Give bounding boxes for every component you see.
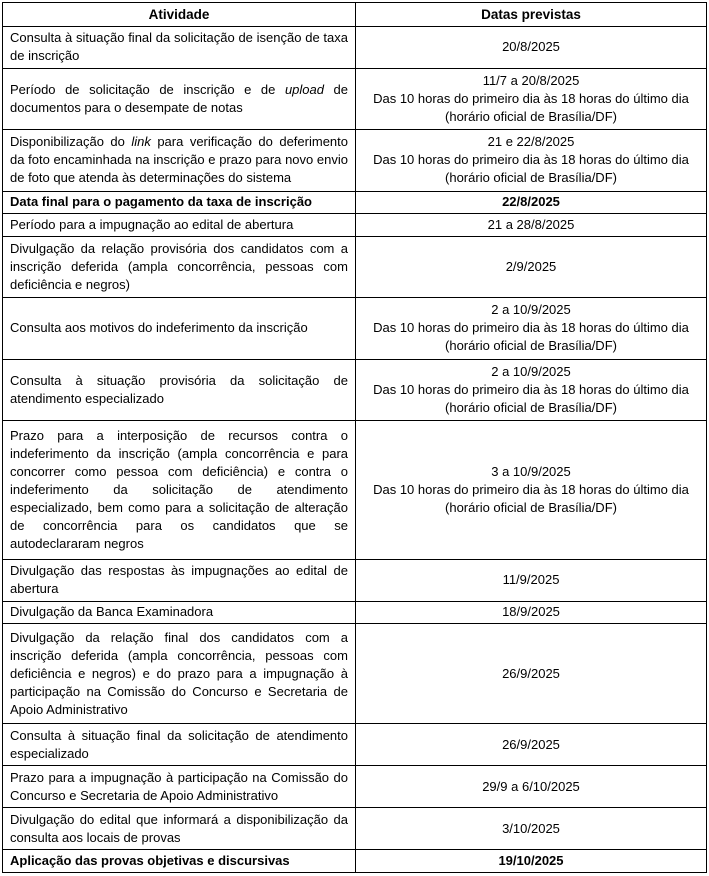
activity-cell: Período para a impugnação ao edital de abertura	[3, 214, 356, 237]
activity-cell: Período de solicitação de inscrição e de upload de documentos para o desempate de notas	[3, 68, 356, 129]
date-line: Das 10 horas do primeiro dia às 18 horas do último dia (horário oficial de Brasília/DF)	[373, 381, 689, 415]
dates-cell	[356, 624, 707, 724]
table-row	[3, 359, 707, 420]
activity-cell: Prazo para a impugnação à participação na Comissão do Concurso e Secretaria de Apoio Administrativo	[3, 766, 356, 808]
date-line: 26/9/2025	[502, 665, 560, 681]
activity-cell: Consulta à situação final da solicitação de atendimento especializado	[3, 724, 356, 766]
dates-cell	[356, 766, 707, 808]
date-line: 22/8/2025	[502, 194, 560, 210]
dates-cell	[356, 130, 707, 191]
date-line: 18/9/2025	[502, 604, 560, 620]
table-row	[3, 559, 707, 601]
table-row	[3, 214, 707, 237]
dates-cell	[356, 359, 707, 420]
activity-cell: Divulgação da relação provisória dos candidatos com a inscrição deferida (ampla concorrência, pessoas com deficiência e negros)	[3, 236, 356, 297]
table-row	[3, 298, 707, 359]
dates-cell	[356, 68, 707, 129]
table-row	[3, 68, 707, 129]
activity-cell: Consulta à situação final da solicitação de isenção de taxa de inscrição	[3, 27, 356, 69]
date-line: 2/9/2025	[505, 259, 557, 275]
activity-cell: Aplicação das provas objetivas e discursivas	[3, 850, 356, 873]
table-row	[3, 808, 707, 850]
column-header-dates: Datas previstas	[356, 3, 707, 27]
schedule-table-body	[3, 27, 707, 873]
dates-cell	[356, 724, 707, 766]
date-line: 2 a 10/9/2025	[491, 302, 571, 318]
date-line: Das 10 horas do primeiro dia às 18 horas do último dia (horário oficial de Brasília/DF)	[373, 481, 689, 515]
dates-cell	[356, 236, 707, 297]
table-row	[3, 624, 707, 724]
date-line: Das 10 horas do primeiro dia às 18 horas do último dia (horário oficial de Brasília/DF)	[373, 320, 689, 354]
table-row	[3, 236, 707, 297]
activity-cell: Divulgação das respostas às impugnações ao edital de abertura	[3, 559, 356, 601]
activity-cell: Divulgação do edital que informará a disponibilização da consulta aos locais de provas	[3, 808, 356, 850]
date-line: 26/9/2025	[502, 736, 560, 752]
date-line: 21 a 28/8/2025	[487, 217, 575, 233]
schedule-table-header	[3, 3, 707, 27]
dates-cell	[356, 808, 707, 850]
dates-cell	[356, 850, 707, 873]
date-line: Das 10 horas do primeiro dia às 18 horas do último dia (horário oficial de Brasília/DF)	[373, 91, 689, 125]
header-row	[3, 3, 707, 27]
date-line: 3 a 10/9/2025	[491, 463, 571, 479]
date-line: 29/9 a 6/10/2025	[482, 778, 580, 794]
date-line: 3/10/2025	[502, 820, 560, 836]
table-row	[3, 27, 707, 69]
table-row	[3, 420, 707, 559]
dates-cell	[356, 601, 707, 624]
dates-cell	[356, 298, 707, 359]
dates-cell	[356, 191, 707, 214]
activity-cell: Data final para o pagamento da taxa de inscrição	[3, 191, 356, 214]
dates-cell	[356, 27, 707, 69]
table-row	[3, 766, 707, 808]
table-row	[3, 601, 707, 624]
schedule-table	[2, 2, 707, 873]
table-row	[3, 191, 707, 214]
date-line: 20/8/2025	[502, 39, 560, 55]
date-line: 11/9/2025	[502, 572, 560, 588]
date-line: 11/7 a 20/8/2025	[482, 73, 580, 89]
table-row	[3, 850, 707, 873]
table-row	[3, 724, 707, 766]
dates-cell	[356, 214, 707, 237]
date-line: Das 10 horas do primeiro dia às 18 horas do último dia (horário oficial de Brasília/DF)	[373, 152, 689, 186]
activity-cell: Consulta aos motivos do indeferimento da inscrição	[3, 298, 356, 359]
column-header-activity: Atividade	[3, 3, 356, 27]
date-line: 2 a 10/9/2025	[491, 363, 571, 379]
date-line: 21 e 22/8/2025	[487, 134, 575, 150]
activity-cell: Divulgação da Banca Examinadora	[3, 601, 356, 624]
activity-cell: Divulgação da relação final dos candidatos com a inscrição deferida (ampla concorrência, pessoas com deficiência e negros) e do prazo para a impugnação à participação na Comissão do Concurso e Secretaria de Apoio Administrativo	[3, 624, 356, 724]
date-line: 19/10/2025	[498, 853, 564, 869]
activity-cell: Consulta à situação provisória da solicitação de atendimento especializado	[3, 359, 356, 420]
table-row	[3, 130, 707, 191]
dates-cell	[356, 559, 707, 601]
dates-cell	[356, 420, 707, 559]
activity-cell: Disponibilização do link para verificação do deferimento da foto encaminhada na inscrição e prazo para novo envio de foto que atenda às determinações do sistema	[3, 130, 356, 191]
activity-cell: Prazo para a interposição de recursos contra o indeferimento da inscrição (ampla concorrência e para concorrer como pessoa com deficiência) e contra o indeferimento da solicitação de atendimento especializado, bem como para a solicitação de alteração de concorrência para os candidatos que se autodeclararam negros	[3, 420, 356, 559]
